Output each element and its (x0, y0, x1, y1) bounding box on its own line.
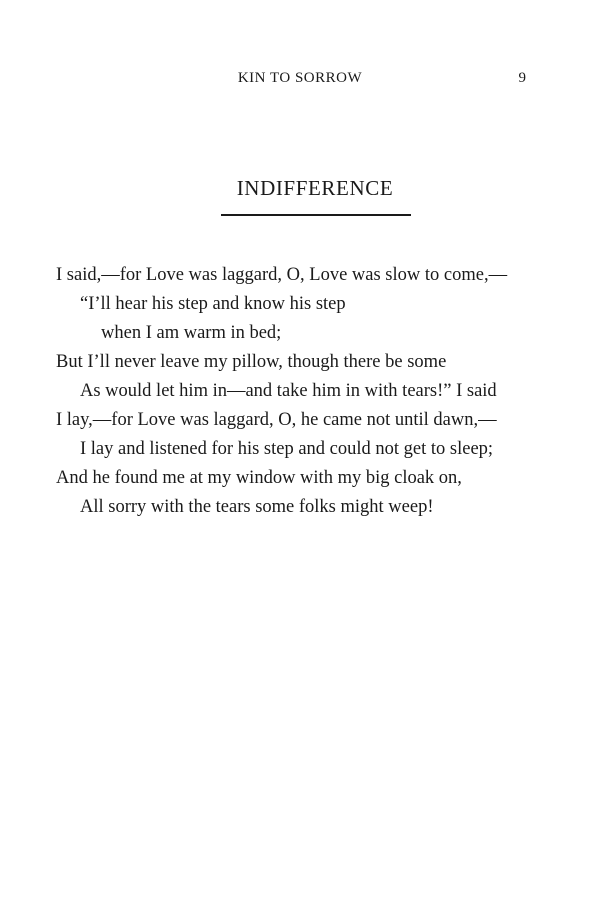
running-header (0, 70, 600, 92)
poem-line: when I am warm in bed; (101, 323, 282, 343)
title-underline (221, 214, 411, 216)
poem-line: All sorry with the tears some folks might weep! (80, 497, 434, 517)
poem-title: INDIFFERENCE (236, 176, 394, 200)
poem-line: “I’ll hear his step and know his step (80, 294, 346, 314)
poem-line: I lay and listened for his step and could not get to sleep; (80, 439, 494, 459)
running-title: KIN TO SORROW (237, 70, 363, 86)
poem-line: I lay,—for Love was laggard, O, he came not until dawn,— (56, 410, 497, 430)
poem-line: But I’ll never leave my pillow, though there be some (56, 352, 447, 372)
poem-line: As would let him in—and take him in with tears!” I said (80, 381, 497, 401)
poem-line: I said,—for Love was laggard, O, Love was slow to come,— (56, 265, 508, 285)
page-number: 9 (518, 70, 526, 86)
poem-line: And he found me at my window with my big cloak on, (56, 468, 462, 488)
